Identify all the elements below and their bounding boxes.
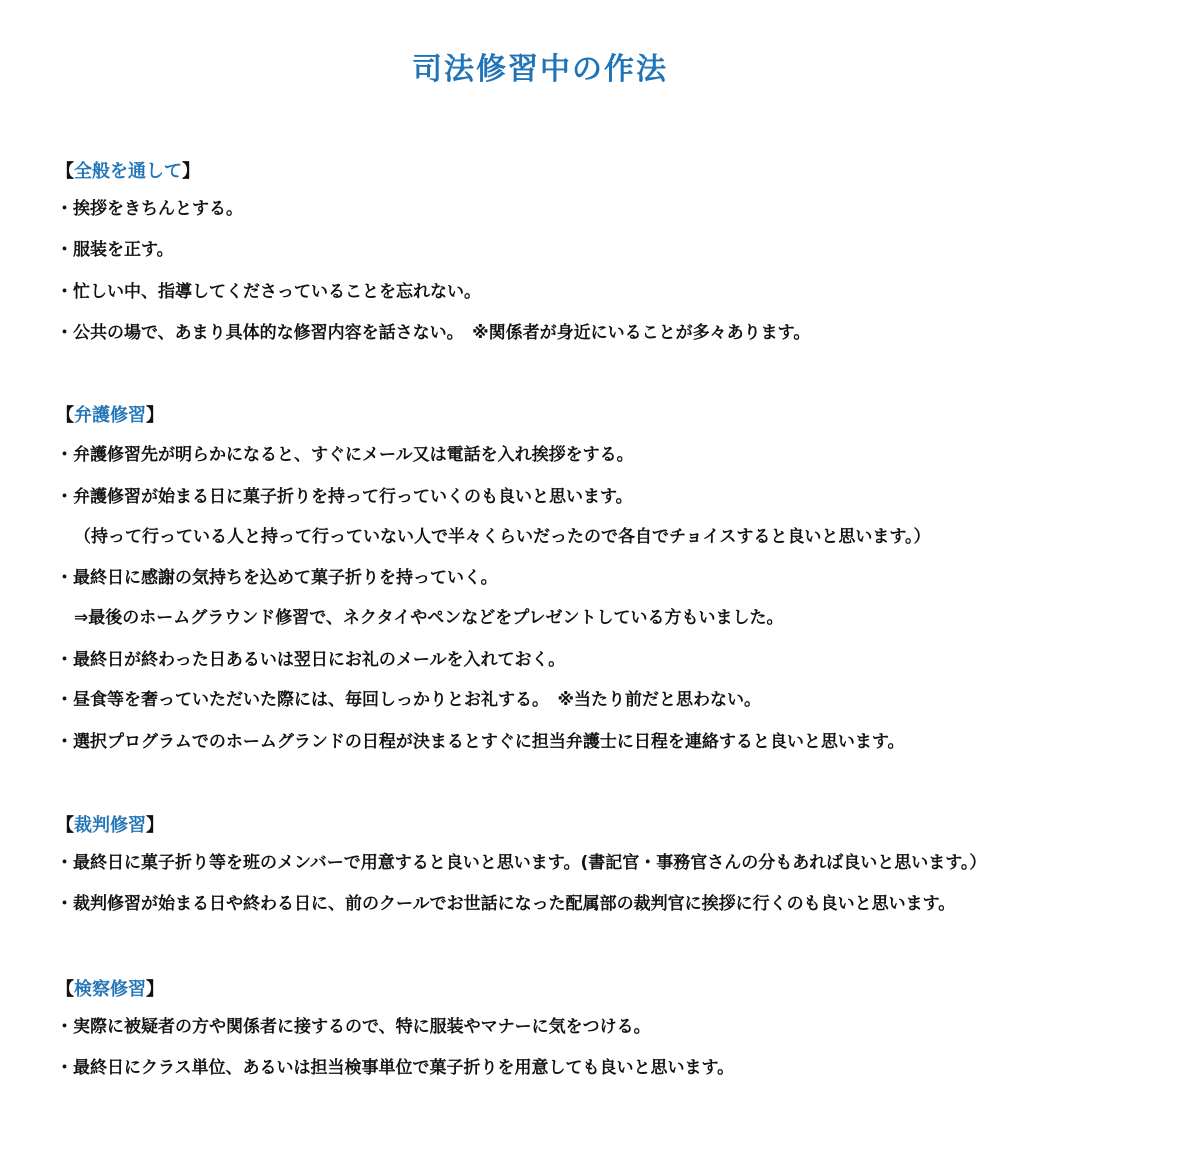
section-heading-general: 【全般を通して】 (56, 161, 200, 182)
section-heading-trial: 【裁判修習】 (56, 815, 164, 836)
list-item: ・弁護修習が始まる日に菓子折りを持って行っていくのも良いと思います。 (56, 487, 633, 507)
list-item: ・実際に被疑者の方や関係者に接するので、特に服装やマナーに気をつける。 (56, 1017, 651, 1037)
list-item: ・最終日にクラス単位、あるいは担当検事単位で菓子折りを用意しても良いと思います。 (56, 1058, 735, 1078)
list-item: ・昼食等を奢っていただいた際には、毎回しっかりとお礼する。 ※当たり前だと思わない。 (56, 690, 762, 710)
section-heading-defense: 【弁護修習】 (56, 405, 164, 426)
list-item: ・選択プログラムでのホームグランドの日程が決まるとすぐに担当弁護士に日程を連絡すると良いと思います。 (56, 732, 905, 752)
list-item: ・最終日に菓子折り等を班のメンバーで用意すると良いと思います。(書記官・事務官さんの分もあれば良いと思います。） (56, 853, 987, 873)
list-item: ・最終日に感謝の気持ちを込めて菓子折りを持っていく。 (56, 568, 498, 588)
list-item-note: ⇒最後のホームグラウンド修習で、ネクタイやペンなどをプレゼントしている方もいました。 (74, 608, 784, 628)
list-item: ・最終日が終わった日あるいは翌日にお礼のメールを入れておく。 (56, 650, 566, 670)
list-item-note: （持って行っている人と持って行っていない人で半々くらいだったので各自でチョイスすると良いと思います。） (74, 527, 931, 547)
list-item: ・裁判修習が始まる日や終わる日に、前のクールでお世話になった配属部の裁判官に挨拶に行くのも良いと思います。 (56, 894, 956, 914)
list-item: ・忙しい中、指導してくださっていることを忘れない。 (56, 282, 481, 302)
document-title: 司法修習中の作法 (412, 52, 668, 87)
section-heading-prosecution: 【検察修習】 (56, 979, 164, 1000)
list-item: ・弁護修習先が明らかになると、すぐにメール又は電話を入れ挨拶をする。 (56, 445, 634, 465)
list-item: ・服装を正す。 (56, 240, 174, 260)
list-item: ・挨拶をきちんとする。 (56, 199, 243, 219)
list-item: ・公共の場で、あまり具体的な修習内容を話さない。 ※関係者が身近にいることが多々あります。 (56, 323, 811, 343)
